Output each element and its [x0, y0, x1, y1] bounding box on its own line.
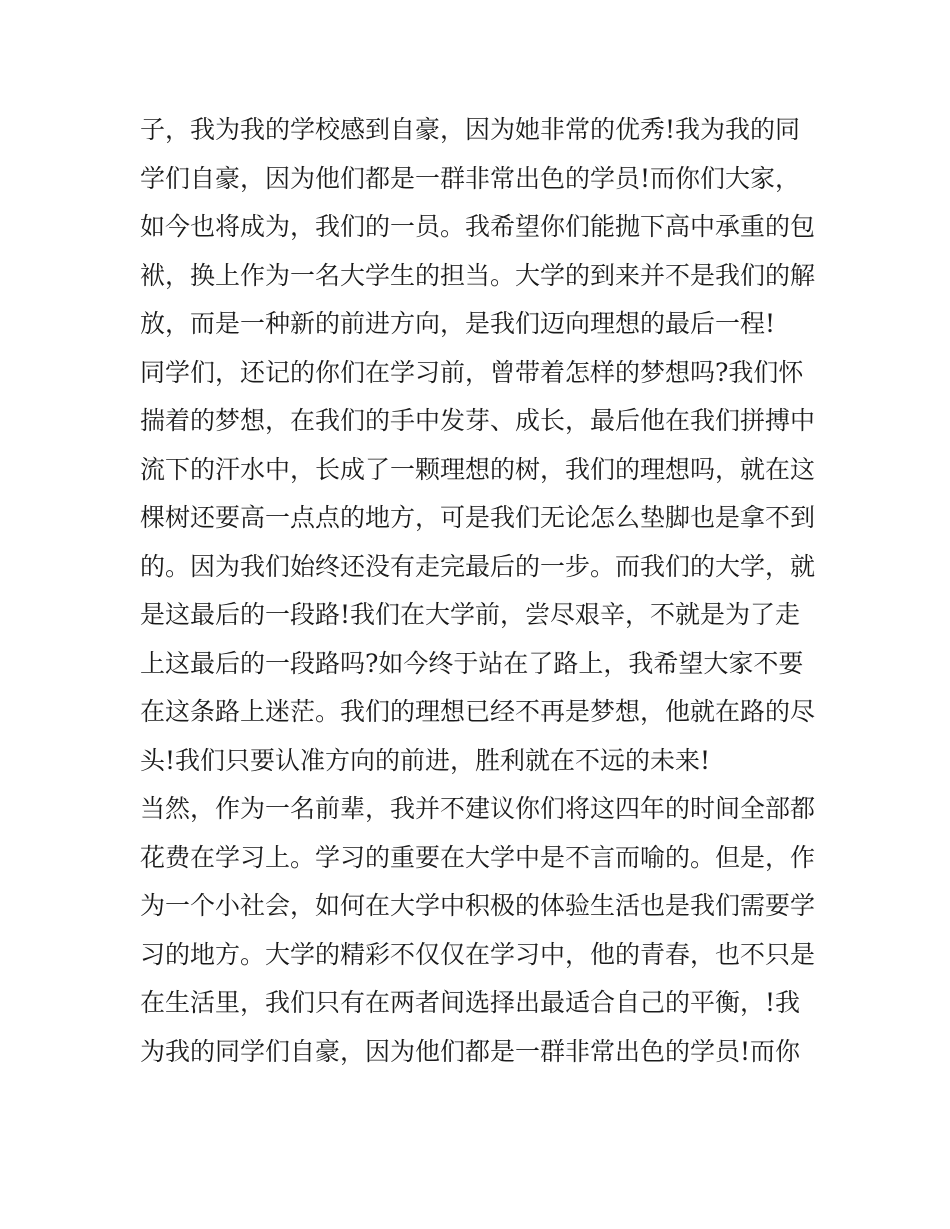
- body-text: [140, 106, 830, 1076]
- text-line: 棵树还要高一点点的地方，可是我们无论怎么垫脚也是拿不到: [140, 503, 816, 532]
- text-line: 放，而是一种新的前进方向，是我们迈向理想的最后一程!: [140, 309, 776, 338]
- text-line: 上这最后的一段路吗?如今终于站在了路上，我希望大家不要: [140, 648, 804, 678]
- text-line: 头!我们只要认准方向的前进，胜利就在不远的未来!: [140, 745, 711, 775]
- text-line: 在这条路上迷茫。我们的理想已经不再是梦想，他就在路的尽: [140, 697, 816, 726]
- text-line: 子，我为我的学校感到自豪，因为她非常的优秀!我为我的同: [140, 115, 801, 144]
- text-line: 为一个小社会，如何在大学中积极的体验生活也是我们需要学: [140, 891, 816, 920]
- text-line: 如今也将成为，我们的一员。我希望你们能抛下高中承重的包: [140, 212, 816, 241]
- text-line: 花费在学习上。学习的重要在大学中是不言而喻的。但是，作: [140, 842, 816, 872]
- text-line: 当然，作为一名前辈，我并不建议你们将这四年的时间全部都: [140, 794, 816, 823]
- text-line: 是这最后的一段路!我们在大学前，尝尽艰辛，不就是为了走: [140, 600, 801, 629]
- text-line: 流下的汗水中，长成了一颗理想的树，我们的理想吗，就在这: [140, 454, 816, 484]
- text-line: 在生活里，我们只有在两者间选择出最适合自己的平衡，!我: [140, 988, 801, 1017]
- text-line: 揣着的梦想，在我们的手中发芽、成长，最后他在我们拼搏中: [140, 406, 816, 435]
- text-line: 袱，换上作为一名大学生的担当。大学的到来并不是我们的解: [140, 260, 816, 290]
- text-line: 的。因为我们始终还没有走完最后的一步。而我们的大学，就: [140, 551, 816, 581]
- text-line: 同学们，还记的你们在学习前，曾带着怎样的梦想吗?我们怀: [140, 357, 804, 387]
- text-line: 习的地方。大学的精彩不仅仅在学习中，他的青春，也不只是: [140, 939, 816, 969]
- text-line: 为我的同学们自豪，因为他们都是一群非常出色的学员!而你: [140, 1036, 801, 1066]
- text-line: 学们自豪，因为他们都是一群非常出色的学员!而你们大家，: [140, 163, 801, 193]
